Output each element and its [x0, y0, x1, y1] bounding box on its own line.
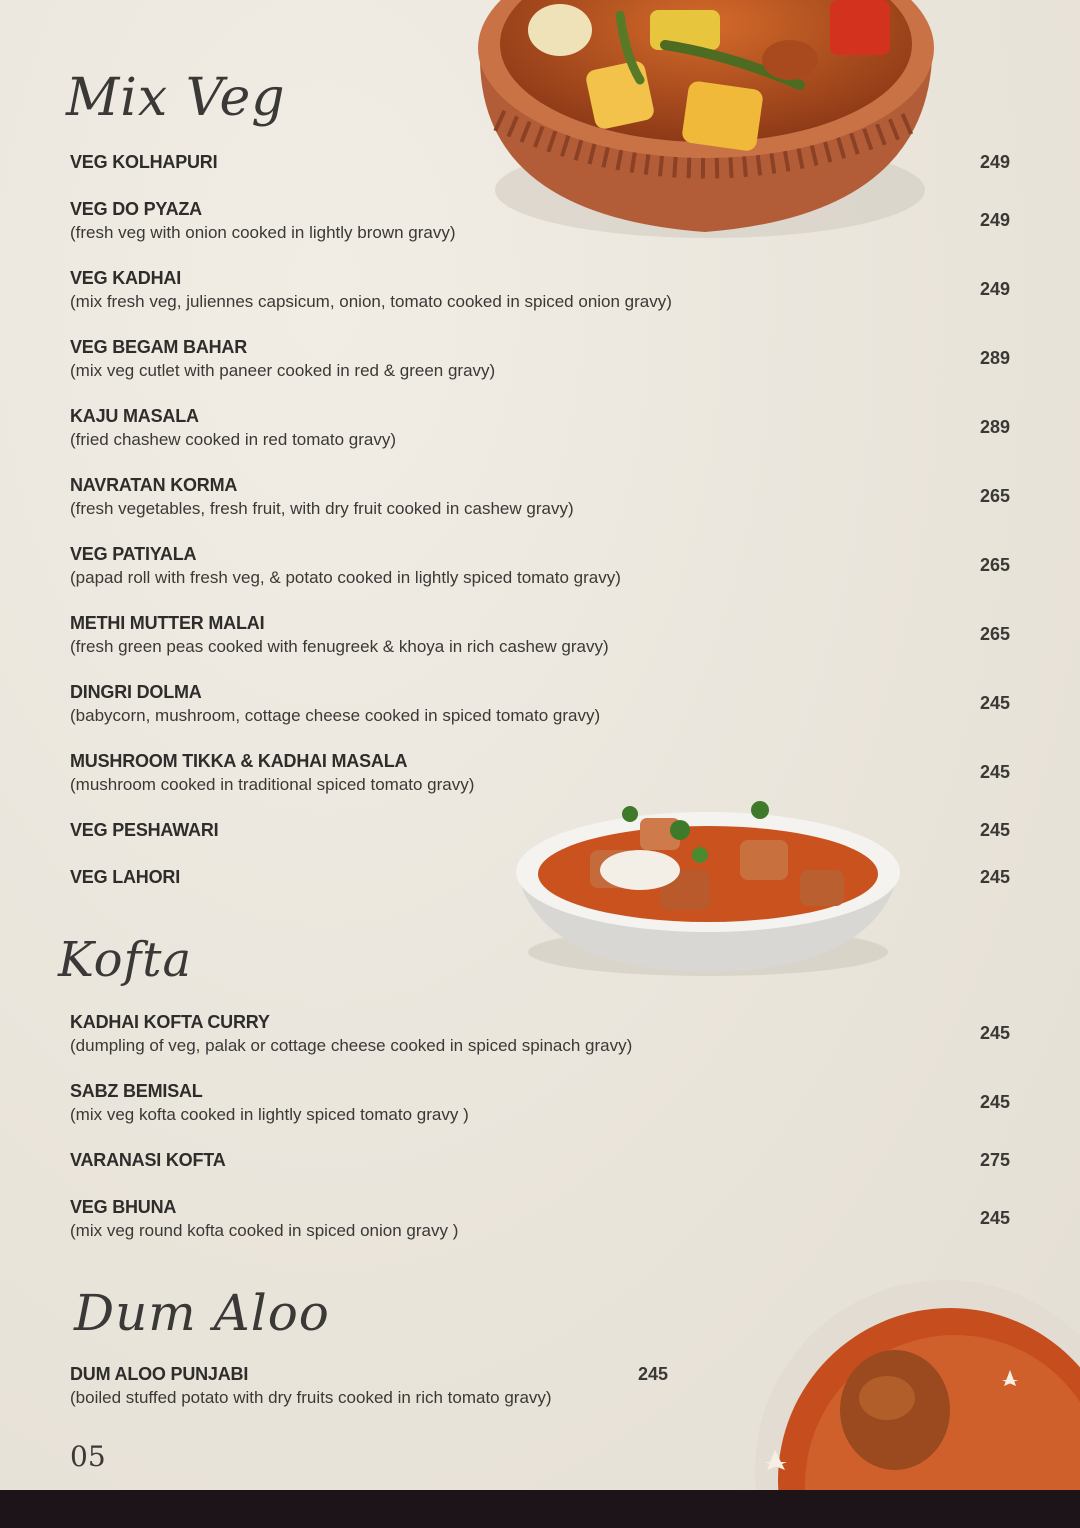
page-number: 05	[70, 1440, 106, 1473]
menu-item-dingri-dolma	[70, 682, 600, 726]
footer-bar	[0, 1490, 1080, 1528]
item-name: VEG BEGAM BAHAR	[70, 337, 248, 357]
section-title-dum-aloo: Dum Aloo	[74, 1284, 330, 1342]
item-name: VEG KOLHAPURI	[70, 152, 218, 172]
section-title-kofta: Kofta	[58, 932, 193, 988]
item-description: (papad roll with fresh veg, & potato cooked in lightly spiced tomato gravy)	[70, 568, 621, 587]
veg-curry-clay-pot-image	[470, 0, 940, 245]
menu-item-kadhai-kofta-curry	[70, 1012, 632, 1056]
item-name: VEG KADHAI	[70, 268, 182, 288]
item-price: 249	[979, 152, 1010, 172]
menu-item-veg-kolhapuri	[70, 152, 217, 173]
item-price: 249	[979, 279, 1010, 299]
menu-item-veg-bhuna	[70, 1197, 458, 1241]
item-name: VEG DO PYAZA	[70, 199, 202, 219]
item-description: (mix veg cutlet with paneer cooked in red & green gravy)	[70, 361, 496, 380]
menu-item-kaju-masala	[70, 406, 396, 450]
menu-item-veg-do-pyaza	[70, 199, 456, 243]
item-price: 245	[979, 762, 1010, 782]
item-description: (fresh green peas cooked with fenugreek & khoya in rich cashew gravy)	[70, 637, 609, 656]
menu-item-veg-lahori	[70, 867, 180, 888]
item-description: (fresh vegetables, fresh fruit, with dry fruit cooked in cashew gravy)	[70, 499, 574, 518]
menu-item-mushroom-tikka	[70, 751, 474, 795]
menu-item-veg-peshawari	[70, 820, 218, 841]
item-description: (babycorn, mushroom, cottage cheese cooked in spiced tomato gravy)	[70, 706, 601, 725]
menu-item-dum-aloo-punjabi	[70, 1364, 552, 1408]
item-price: 245	[979, 693, 1010, 713]
item-price: 275	[979, 1150, 1010, 1170]
item-name: MUSHROOM TIKKA & KADHAI MASALA	[70, 751, 408, 771]
section-title-mix-veg: Mix Veg	[66, 68, 286, 128]
item-name: DINGRI DOLMA	[70, 682, 202, 702]
item-name: VARANASI KOFTA	[70, 1150, 226, 1170]
item-name: SABZ BEMISAL	[70, 1081, 203, 1101]
item-name: VEG PATIYALA	[70, 544, 197, 564]
item-name: NAVRATAN KORMA	[70, 475, 238, 495]
item-price: 265	[979, 486, 1010, 506]
item-price: 289	[979, 417, 1010, 437]
menu-item-sabz-bemisal	[70, 1081, 469, 1125]
item-description: (mushroom cooked in traditional spiced tomato gravy)	[70, 775, 475, 794]
item-description: (fried chashew cooked in red tomato gravy)	[70, 430, 396, 449]
item-name: VEG PESHAWARI	[70, 820, 219, 840]
item-description: (fresh veg with onion cooked in lightly brown gravy)	[70, 223, 456, 242]
item-name: VEG LAHORI	[70, 867, 181, 887]
item-price: 249	[979, 210, 1010, 230]
item-price: 245	[637, 1364, 668, 1384]
menu-item-methi-mutter-malai	[70, 613, 609, 657]
menu-item-veg-kadhai	[70, 268, 672, 312]
paneer-curry-bowl-image	[510, 800, 905, 980]
item-price: 245	[979, 1092, 1010, 1112]
item-price: 265	[979, 555, 1010, 575]
item-description: (mix fresh veg, juliennes capsicum, onion, tomato cooked in spiced onion gravy)	[70, 292, 672, 311]
item-price: 265	[979, 624, 1010, 644]
menu-item-varanasi-kofta	[70, 1150, 226, 1171]
menu-item-veg-patiyala	[70, 544, 621, 588]
item-description: (boiled stuffed potato with dry fruits cooked in rich tomato gravy)	[70, 1388, 552, 1407]
item-price: 245	[979, 1023, 1010, 1043]
item-description: (mix veg round kofta cooked in spiced onion gravy )	[70, 1221, 459, 1240]
item-price: 245	[979, 1208, 1010, 1228]
item-name: METHI MUTTER MALAI	[70, 613, 265, 633]
item-name: DUM ALOO PUNJABI	[70, 1364, 249, 1384]
item-description: (mix veg kofta cooked in lightly spiced tomato gravy )	[70, 1105, 469, 1124]
item-name: KADHAI KOFTA CURRY	[70, 1012, 270, 1032]
item-name: KAJU MASALA	[70, 406, 199, 426]
item-description: (dumpling of veg, palak or cottage cheese cooked in spiced spinach gravy)	[70, 1036, 633, 1055]
dum-aloo-bowl-image	[655, 1280, 1080, 1490]
menu-item-navratan-korma	[70, 475, 574, 519]
menu-item-veg-begam-bahar	[70, 337, 495, 381]
item-price: 245	[979, 820, 1010, 840]
item-price: 289	[979, 348, 1010, 368]
item-price: 245	[979, 867, 1010, 887]
item-name: VEG BHUNA	[70, 1197, 177, 1217]
